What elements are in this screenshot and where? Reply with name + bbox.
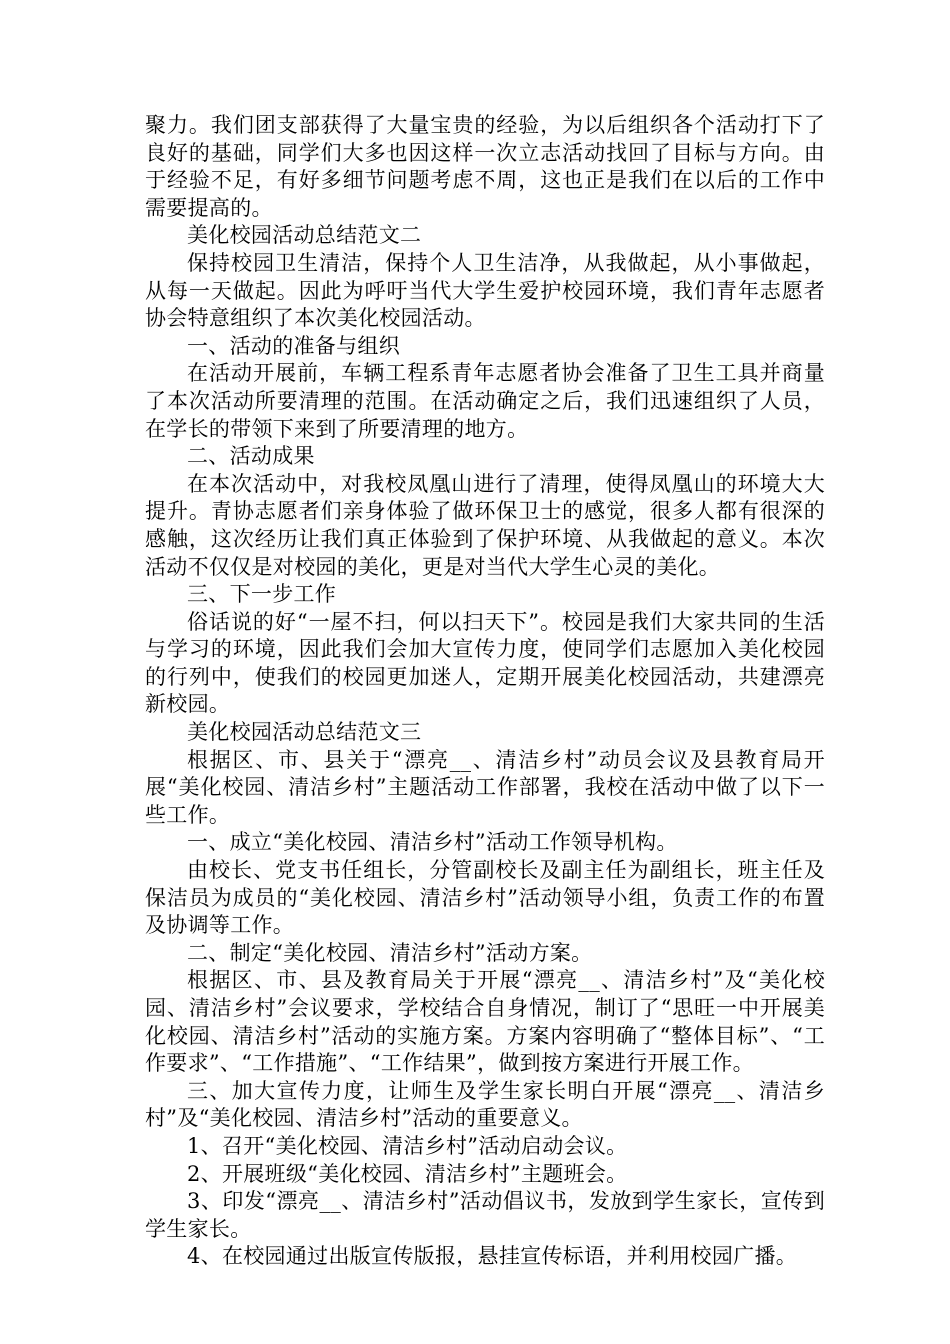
section-heading: 二、制定“美化校园、清洁乡村”活动方案。 bbox=[187, 940, 593, 965]
section-heading: 三、下一步工作 bbox=[187, 582, 337, 607]
list-item: 1、召开“美化校园、清洁乡村”活动启动会议。 bbox=[187, 1133, 628, 1158]
paragraph: 三、加大宣传力度，让师生及学生家长明白开展“漂亮__、清洁乡村”及“美化校园、清洁乡村”活动的重要意义。 bbox=[145, 1078, 825, 1131]
paragraph: 由校长、党支书任组长，分管副校长及副主任为副组长，班主任及保洁员为成员的“美化校园、清洁乡村”活动领导小组，负责工作的布置及协调等工作。 bbox=[145, 858, 825, 938]
section-heading: 一、活动的准备与组织 bbox=[187, 333, 400, 358]
section-heading: 美化校园活动总结范文二 bbox=[187, 223, 422, 248]
list-item: 3、印发“漂亮__、清洁乡村”活动倡议书，发放到学生家长，宣传到学生家长。 bbox=[145, 1189, 825, 1241]
document-page bbox=[145, 112, 825, 1271]
section-heading: 二、活动成果 bbox=[187, 444, 315, 469]
list-item: 2、开展班级“美化校园、清洁乡村”主题班会。 bbox=[187, 1161, 628, 1186]
paragraph: 根据区、市、县及教育局关于开展“漂亮__、清洁乡村”及“美化校园、清洁乡村”会议要求，学校结合自身情况，制订了“思旺一中开展美化校园、清洁乡村”活动的实施方案。方案内容明确了“整体目标”、“工作要求”、“工作措施”、“工作结果”，做到按方案进行开展工作。 bbox=[145, 968, 825, 1076]
section-heading: 美化校园活动总结范文三 bbox=[187, 720, 422, 745]
paragraph: 保持校园卫生清洁，保持个人卫生洁净，从我做起，从小事做起，从每一天做起。因此为呼吁当代大学生爱护校园环境，我们青年志愿者协会特意组织了本次美化校园活动。 bbox=[145, 250, 825, 331]
paragraph: 俗话说的好“一屋不扫，何以扫天下”。校园是我们大家共同的生活与学习的环境，因此我们会加大宣传力度，使同学们志愿加入美化校园的行列中，使我们的校园更加迷人，定期开展美化校园活动，共建漂亮新校园。 bbox=[145, 609, 825, 717]
paragraph: 在本次活动中，对我校凤凰山进行了清理，使得凤凰山的环境大大提升。青协志愿者们亲身体验了做环保卫士的感觉，很多人都有很深的感触，这次经历让我们真正体验到了保护环境、从我做起的意义。本次活动不仅仅是对校园的美化，更是对当代大学生心灵的美化。 bbox=[145, 471, 825, 579]
paragraph: 在活动开展前，车辆工程系青年志愿者协会准备了卫生工具并商量了本次活动所要清理的范围。在活动确定之后，我们迅速组织了人员，在学长的带领下来到了所要清理的地方。 bbox=[145, 361, 825, 441]
paragraph: 聚力。我们团支部获得了大量宝贵的经验，为以后组织各个活动打下了良好的基础，同学们大多也因这样一次立志活动找回了目标与方向。由于经验不足，有好多细节问题考虑不周，这也正是我们在以后的工作中需要提高的。 bbox=[145, 113, 825, 220]
section-heading: 一、成立“美化校园、清洁乡村”活动工作领导机构。 bbox=[187, 830, 678, 855]
paragraph: 根据区、市、县关于“漂亮__、清洁乡村”动员会议及县教育局开展“美化校园、清洁乡村”主题活动工作部署，我校在活动中做了以下一些工作。 bbox=[145, 747, 825, 827]
list-item: 4、在校园通过出版宣传版报，悬挂宣传标语，并利用校园广播。 bbox=[187, 1244, 798, 1269]
